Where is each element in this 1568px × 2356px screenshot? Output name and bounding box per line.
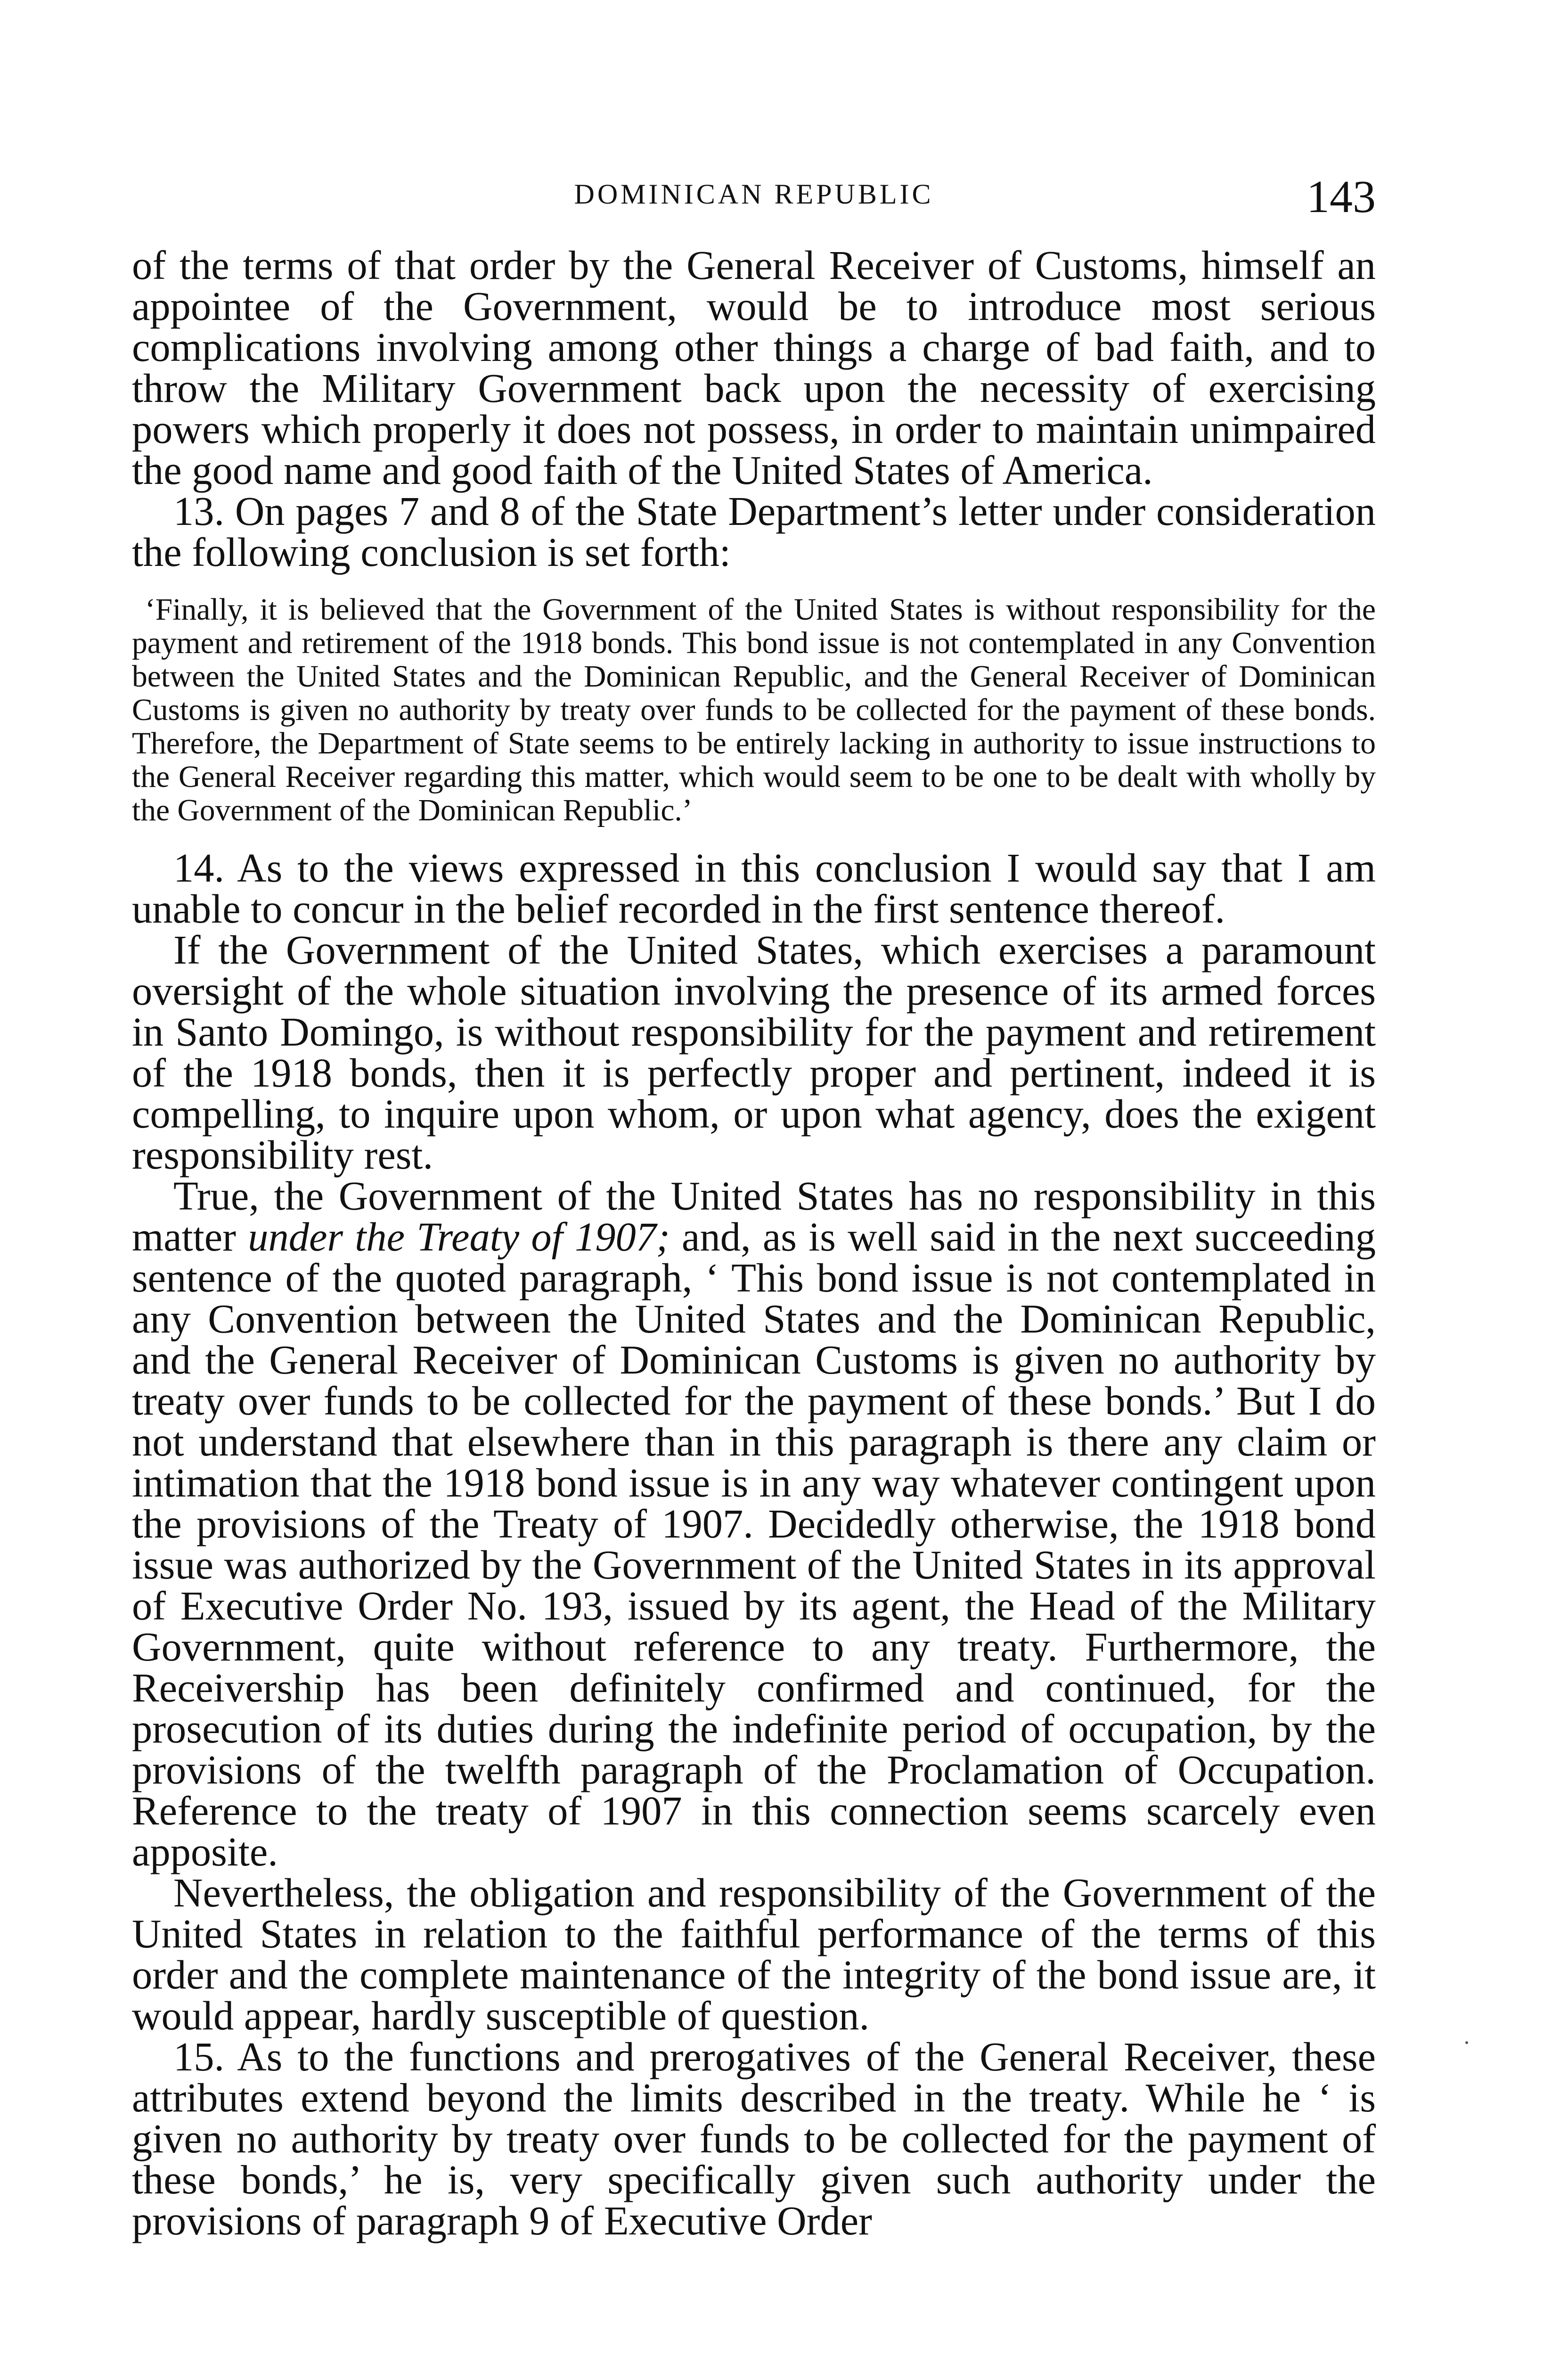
running-title: DOMINICAN REPUBLIC (574, 179, 934, 210)
paragraph-13: 13. On pages 7 and 8 of the State Department’s letter under consideration the following conclusion is set forth: (132, 489, 1376, 575)
paragraph-15: 15. As to the functions and prerogatives of the General Receiver, these attributes extend beyond the limits described in the treaty. While he ‘ is given no authority by treaty over funds to be collected for the payment of these bonds,’ he is, very specifically given such authority under the provisions of paragraph 9 of Executive Order (132, 2034, 1376, 2243)
treaty-italic-phrase: under the Treaty of 1907; (248, 1214, 670, 1260)
paragraph-14: 14. As to the views expressed in this conclusion I would say that I am unable to concur in the belief recorded in the first sentence thereof. (132, 845, 1376, 932)
body-text (132, 245, 1376, 2241)
running-head (132, 173, 1376, 221)
paragraph-responsibility: If the Government of the United States, which exercises a paramount oversight of the whole situation involving the presence of its armed forces in Santo Domingo, is without responsibility for the payment and retirement of the 1918 bonds, then it is perfectly proper and pertinent, indeed it is compelling, to inquire upon whom, or upon what agency, does the exigent responsibility rest. (132, 927, 1376, 1178)
scan-speck (1465, 2041, 1468, 2044)
paragraph-continuation: of the terms of that order by the General Receiver of Customs, himself an appointee of the Government, would be to introduce most serious complications involving among other things a charge of bad faith, and to throw the Military Government back upon the necessity of exercising powers which properly it does not possess, in order to maintain unimpaired the good name and good faith of the United States of America. (132, 243, 1376, 493)
paragraph-nevertheless: Nevertheless, the obligation and responsibility of the Government of the United States in relation to the faithful performance of the terms of this order and the complete maintenance of the integrity of the bond issue are, it would appear, hardly susceptible of question. (132, 1870, 1376, 2038)
paragraph-treaty (132, 1173, 1376, 1874)
treaty-text-end: and, as is well said in the next succeeding sentence of the quoted paragraph, ‘ This bond issue is not contemplated in any Convention between the United States and the Dominican Republic, and the General Receiver of Dominican Customs is given no authority by treaty over funds to be collected for the payment of these bonds.’ But I do not understand that elsewhere than in this paragraph is there any claim or intimation that the 1918 bond issue is in any way whatever contingent upon the provisions of the Treaty of 1907. Decidedly otherwise, the 1918 bond issue was authorized by the Government of the United States in its approval of Executive Order No. 193, issued by its agent, the Head of the Military Government, quite without reference to any treaty. Furthermore, the Receivership has been definitely confirmed and continued, for the prosecution of its duties during the indefinite period of occupation, by the provisions of the twelfth paragraph of the Proclamation of Occupation. Reference to the treaty of 1907 in this connection seems scarcely even apposite. (132, 1214, 1376, 1874)
treaty-text-start: True, the Government of the United States has no responsibility in this matter (132, 1173, 1376, 1260)
block-quote: ‘Finally, it is believed that the Government of the United States is without responsibility for the payment and retirement of the 1918 bonds. This bond issue is not contemplated in any Convention between the United States and the Dominican Republic, and the General Receiver of Dominican Customs is given no authority by treaty over funds to be collected for the payment of these bonds. Therefore, the Department of State seems to be entirely lacking in authority to issue instructions to the General Receiver regarding this matter, which would seem to be one to be dealt with wholly by the Government of the Dominican Republic.’ (132, 593, 1376, 827)
page-number: 143 (1307, 172, 1376, 222)
